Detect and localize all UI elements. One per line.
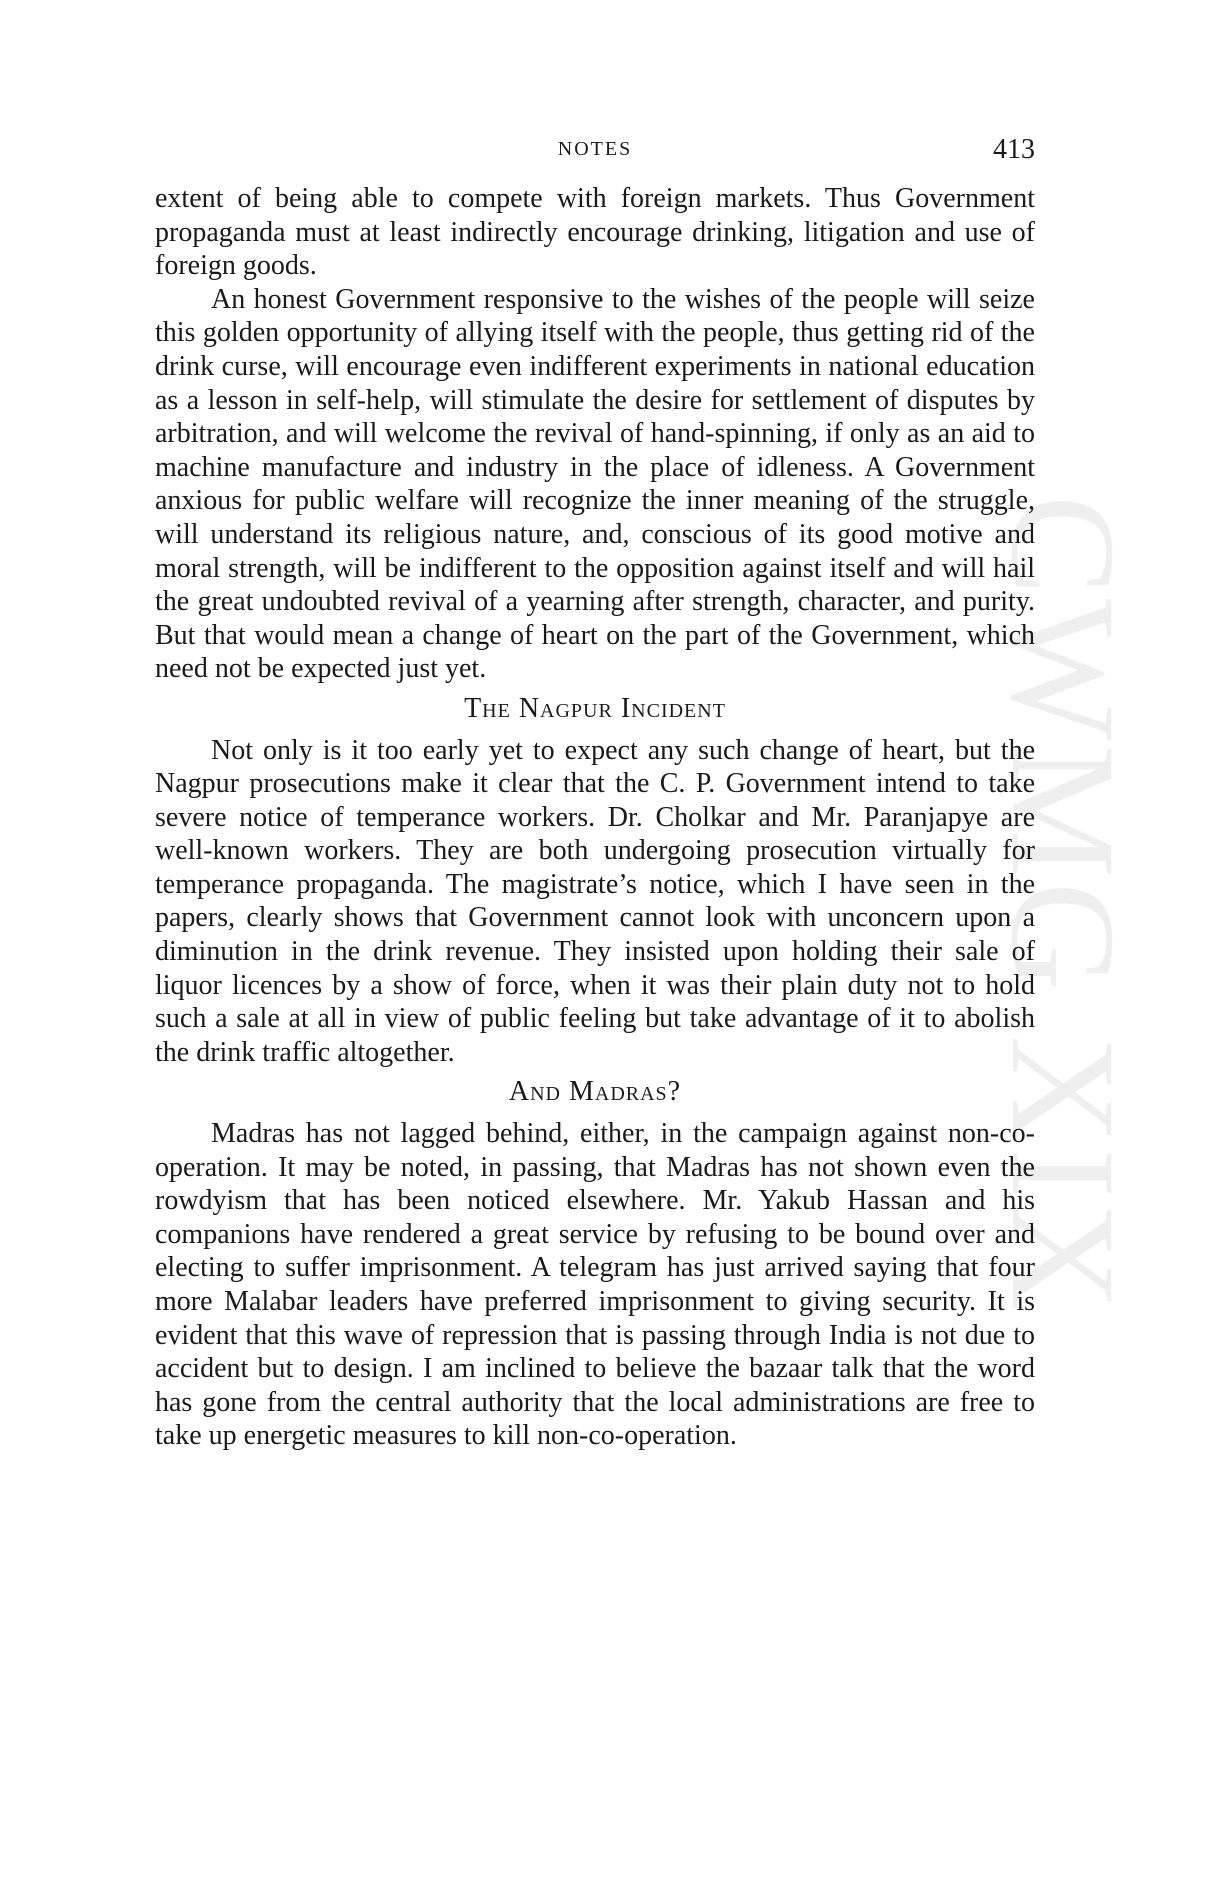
watermark-text: CWMG XIX — [980, 495, 1146, 1315]
running-title: NOTES — [557, 138, 633, 160]
paragraph: Madras has not lagged behind, either, in the campaign against non-co-operation. It may be noted, in passing, that Madras has not shown even the rowdyism that has been noticed elsewhere. Mr. Yakub Hassan and his companions have rendered a great service by refusing to be bound over and electing to suffer imprisonment. A telegram has just arrived saying that four more Malabar leaders have preferred imprisonment to giving security. It is evident that this wave of repression that is passing through India is not due to accident but to design. I am inclined to believe the bazaar talk that the word has gone from the central authority that the local administrations are free to take up energetic measures to kill non-co-operation. — [155, 1118, 1035, 1452]
section-heading: And Madras? — [508, 1076, 682, 1108]
running-head — [155, 134, 1035, 174]
section-heading: The Nagpur Incident — [464, 692, 726, 724]
paragraph: Not only is it too early yet to expect any such change of heart, but the Nagpur prosecutions make it clear that the C. P. Government intend to take severe notice of temperance workers. Dr. Cholkar and Mr. Paranjapye are well-known workers. They are both undergoing prosecution virtually for temperance propaganda. The magistrate’s notice, which I have seen in the papers, clearly shows that Government cannot look with unconcern upon a diminution in the drink revenue. They insisted upon holding their sale of liquor licences by a show of force, when it was their plain duty not to hold such a sale at all in view of public feeling but take advantage of it to abolish the drink traffic altogether. — [155, 734, 1035, 1068]
paragraph: extent of being able to compete with foreign markets. Thus Government propaganda must at least indirectly encourage drinking, litigation and use of foreign goods. — [155, 183, 1035, 282]
paragraph: An honest Government responsive to the wishes of the people will seize this golden opportunity of allying itself with the people, thus getting rid of the drink curse, will encourage even indifferent experiments in national education as a lesson in self-help, will stimulate the desire for settlement of disputes by arbitration, and will welcome the revival of hand-spinning, if only as an aid to machine manufacture and industry in the place of idleness. A Government anxious for public welfare will recognize the inner meaning of the struggle, will understand its religious nature, and, conscious of its good motive and moral strength, will be indifferent to the opposition against itself and will hail the great undoubted revival of a yearning after strength, character, and purity. But that would mean a change of heart on the part of the Government, which need not be expected just yet. — [155, 283, 1035, 685]
page-number: 413 — [993, 134, 1035, 165]
body-text — [155, 182, 1035, 1453]
